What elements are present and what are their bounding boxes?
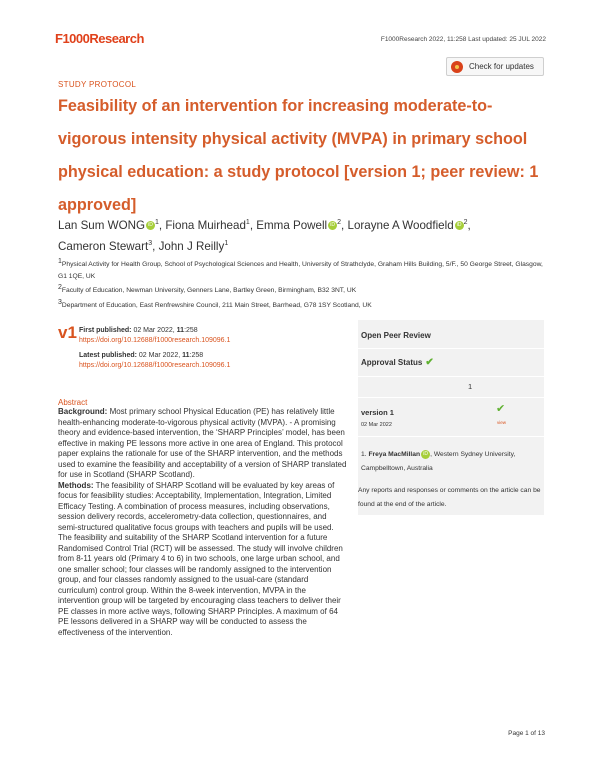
peer-review-heading: Open Peer Review: [361, 331, 431, 340]
view-report-link[interactable]: view: [497, 420, 507, 425]
methods-label: Methods:: [58, 480, 94, 490]
latest-published: Latest published: 02 Mar 2022, 11:258 https://doi.org/10.12688/f1000research.109096.1: [79, 352, 231, 369]
author[interactable]: Emma Powell: [256, 218, 328, 232]
author-affil-num: 1: [154, 219, 159, 226]
orcid-icon[interactable]: iD: [146, 221, 155, 230]
journal-logo[interactable]: F1000Research: [55, 31, 144, 46]
reviewer-entry: 1. Freya MacMillan iD , Western Sydney University, Campbelltown, Australia: [361, 450, 516, 472]
affiliation: $^1$Physical Activity for Health Group, School of Psychological Sciences and Health, University of Strathclyde, Graham Hills Building, 5/F., 50 George Street, Glasgow, G1 1QE, UK: [58, 258, 543, 280]
version-row-label: version 1: [361, 408, 394, 417]
crossmark-icon: [451, 61, 463, 73]
author-affil-num: 2: [337, 219, 342, 226]
check-updates-label: Check for updates: [469, 62, 534, 71]
approval-status: Approval Status ✔: [361, 357, 434, 368]
page-number: Page 1 of 13: [508, 730, 545, 737]
reports-note: Any reports and responses or comments on the article can be found at the end of the article.: [358, 487, 541, 508]
divider: [358, 436, 544, 437]
approved-check-icon: ✔: [496, 403, 506, 415]
latest-doi-link[interactable]: https://doi.org/10.12688/f1000research.109096.1: [79, 362, 231, 369]
author-affil-num: 1: [224, 239, 229, 247]
abstract-heading: Abstract: [58, 398, 88, 407]
reviewer-column-number: 1: [468, 382, 473, 391]
author[interactable]: John J Reilly: [158, 239, 225, 253]
author-affil-num: 2: [463, 219, 468, 226]
abstract-body: [58, 407, 348, 638]
check-icon: ✔: [425, 357, 434, 368]
affiliations: [58, 256, 548, 312]
author-affil-num: 1: [245, 219, 250, 226]
first-published: First published: 02 Mar 2022, 11:258 https://doi.org/10.12688/f1000research.109096.1: [79, 327, 231, 344]
affiliation: $^3$Department of Education, East Renfrewshire Council, 211 Main Street, Barrhead, G78 1SY Scotland, UK: [58, 298, 372, 310]
first-doi-link[interactable]: https://doi.org/10.12688/f1000research.109096.1: [79, 337, 231, 344]
version-label: v1: [58, 323, 77, 342]
affiliation: $^2$Faculty of Education, Newman University, Genners Lane, Bartley Green, Birmingham, B32 3NT, UK: [58, 284, 357, 295]
check-updates-button[interactable]: [446, 57, 544, 76]
header-info: F1000Research 2022, 11:258 Last updated: 25 JUL 2022: [380, 36, 546, 43]
background-label: Background:: [58, 407, 108, 416]
divider: [358, 397, 544, 398]
orcid-icon[interactable]: iD: [328, 221, 337, 230]
author-list: Lan Sum WONG iD $^1$, Fiona Muirhead$^1$, Emma Powell iD $^2$, Lorayne A Woodfield iD $^2$, Cameron Stewart$^3$, John J Reilly$^1$: [58, 218, 471, 253]
author[interactable]: Lorayne A Woodfield: [347, 218, 454, 232]
divider: [358, 376, 544, 377]
author[interactable]: Lan Sum WONG: [58, 218, 145, 232]
author[interactable]: Cameron Stewart: [58, 239, 149, 253]
divider: [358, 348, 544, 349]
background-text: Most primary school Physical Education (PE) has relatively little health-enhancing moderate-to-vigorous physical activity (MVPA). - A promising theory and evidence-based intervention, the ‘SHARP Principles’ model, has been effective in making PE lessons more active in one area of England. This protocol paper explains the rationale for use of the SHARP intervention, and the methods used to examine the feasibility and acceptability of a version of SHARP translated for use in Scotland (SHARP Scotland).: [58, 407, 347, 479]
version-row-date: 02 Mar 2022: [361, 422, 392, 428]
orcid-icon[interactable]: iD: [421, 450, 430, 459]
orcid-icon[interactable]: iD: [455, 221, 464, 230]
methods-text: The feasibility of SHARP Scotland will be evaluated by key areas of focus for feasibility studies: Acceptability, Implementation, Integration, Limited Efficacy Testing. A combination of process measures, including observations, session delivery records, accelerometry-data collection, questionnaires, and semi-structured qualitative focus groups with teachers and pupils will be used. The feasibility and suitability of the SHARP Scotland intervention for a future Randomised Control Trial (RCT) will be assessed. The study will involve children from 8-11 years old (Primary 4 to 6) in two schools, one large urban school, and one smaller school; four classes will be randomly assigned to the intervention group, and four classes randomly assigned to the usual-care (standard curriculum) control group. Within the 8-week intervention, MVPA in the intervention group will be targeted by encouraging class teachers to deliver their PE classes in more active ways, following SHARP Principles. A maximum of 64 PE lessons delivered in a SHARP way will be conducted to assess the effectiveness of the intervention.: [58, 480, 343, 637]
article-title: Feasibility of an intervention for increasing moderate-to-vigorous intensity physical activity (MVPA) in primary school physical education: a study protocol [version 1; peer review: 1 approved]: [58, 97, 539, 214]
author[interactable]: Fiona Muirhead: [165, 218, 246, 232]
reviewer-name[interactable]: Freya MacMillan: [368, 451, 421, 458]
author-affil-num: 3: [148, 239, 153, 247]
article-type: STUDY PROTOCOL: [58, 80, 137, 89]
